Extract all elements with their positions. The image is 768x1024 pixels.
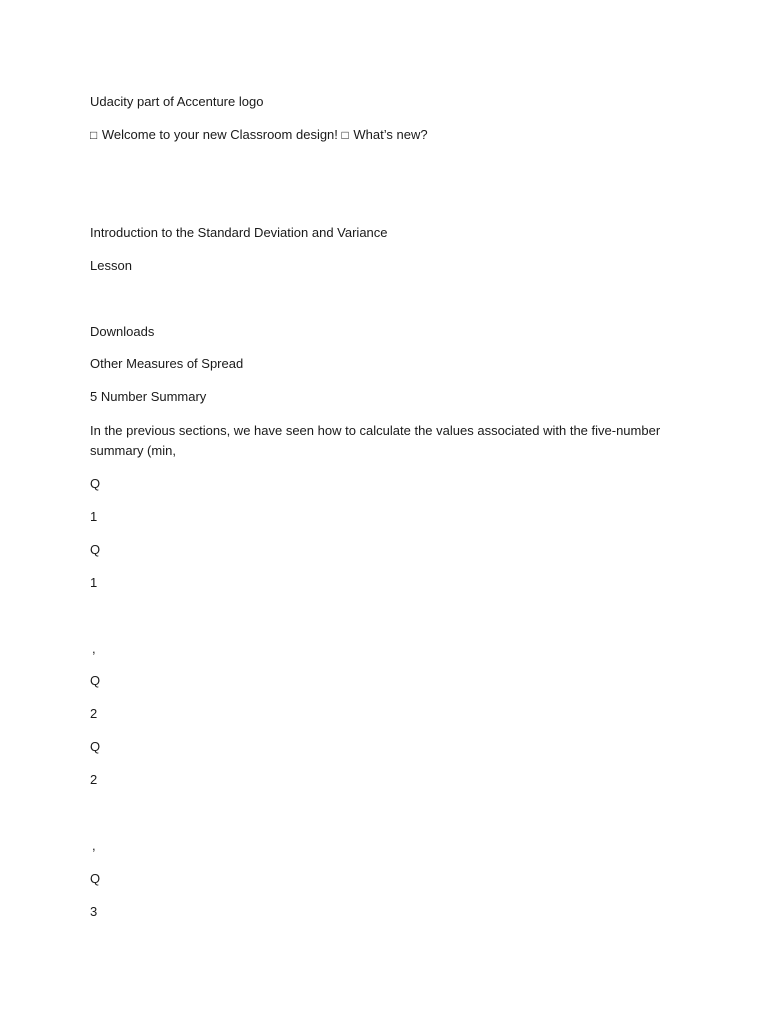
- downloads-link[interactable]: Downloads: [90, 324, 155, 339]
- math-fragment: 3: [90, 904, 98, 919]
- section-heading: Other Measures of Spread: [90, 356, 244, 371]
- math-fragment: 1: [90, 509, 98, 524]
- math-fragment: Q: [90, 542, 101, 557]
- logo-alt-text: Udacity part of Accenture logo: [90, 94, 264, 109]
- math-comma: ,: [92, 838, 96, 853]
- math-fragment: 2: [90, 772, 98, 787]
- math-fragment: Q: [90, 871, 101, 886]
- missing-glyph-icon: □: [341, 128, 349, 142]
- math-fragment: Q: [90, 673, 101, 688]
- intro-paragraph: In the previous sections, we have seen how to calculate the values associated with the five-number summary (min,: [90, 423, 661, 458]
- missing-glyph-icon: □: [90, 128, 98, 142]
- math-comma: ,: [92, 641, 96, 656]
- sub-heading: 5 Number Summary: [90, 389, 207, 404]
- whats-new-link[interactable]: What’s new?: [353, 127, 428, 142]
- lesson-type-label: Lesson: [90, 258, 132, 273]
- math-fragment: 2: [90, 706, 98, 721]
- math-fragment: 1: [90, 575, 98, 590]
- math-fragment: Q: [90, 739, 101, 754]
- math-fragment: Q: [90, 476, 101, 491]
- classroom-banner: [90, 125, 680, 145]
- banner-welcome-text: Welcome to your new Classroom design!: [101, 127, 338, 142]
- lesson-title: Introduction to the Standard Deviation and Variance: [90, 225, 388, 240]
